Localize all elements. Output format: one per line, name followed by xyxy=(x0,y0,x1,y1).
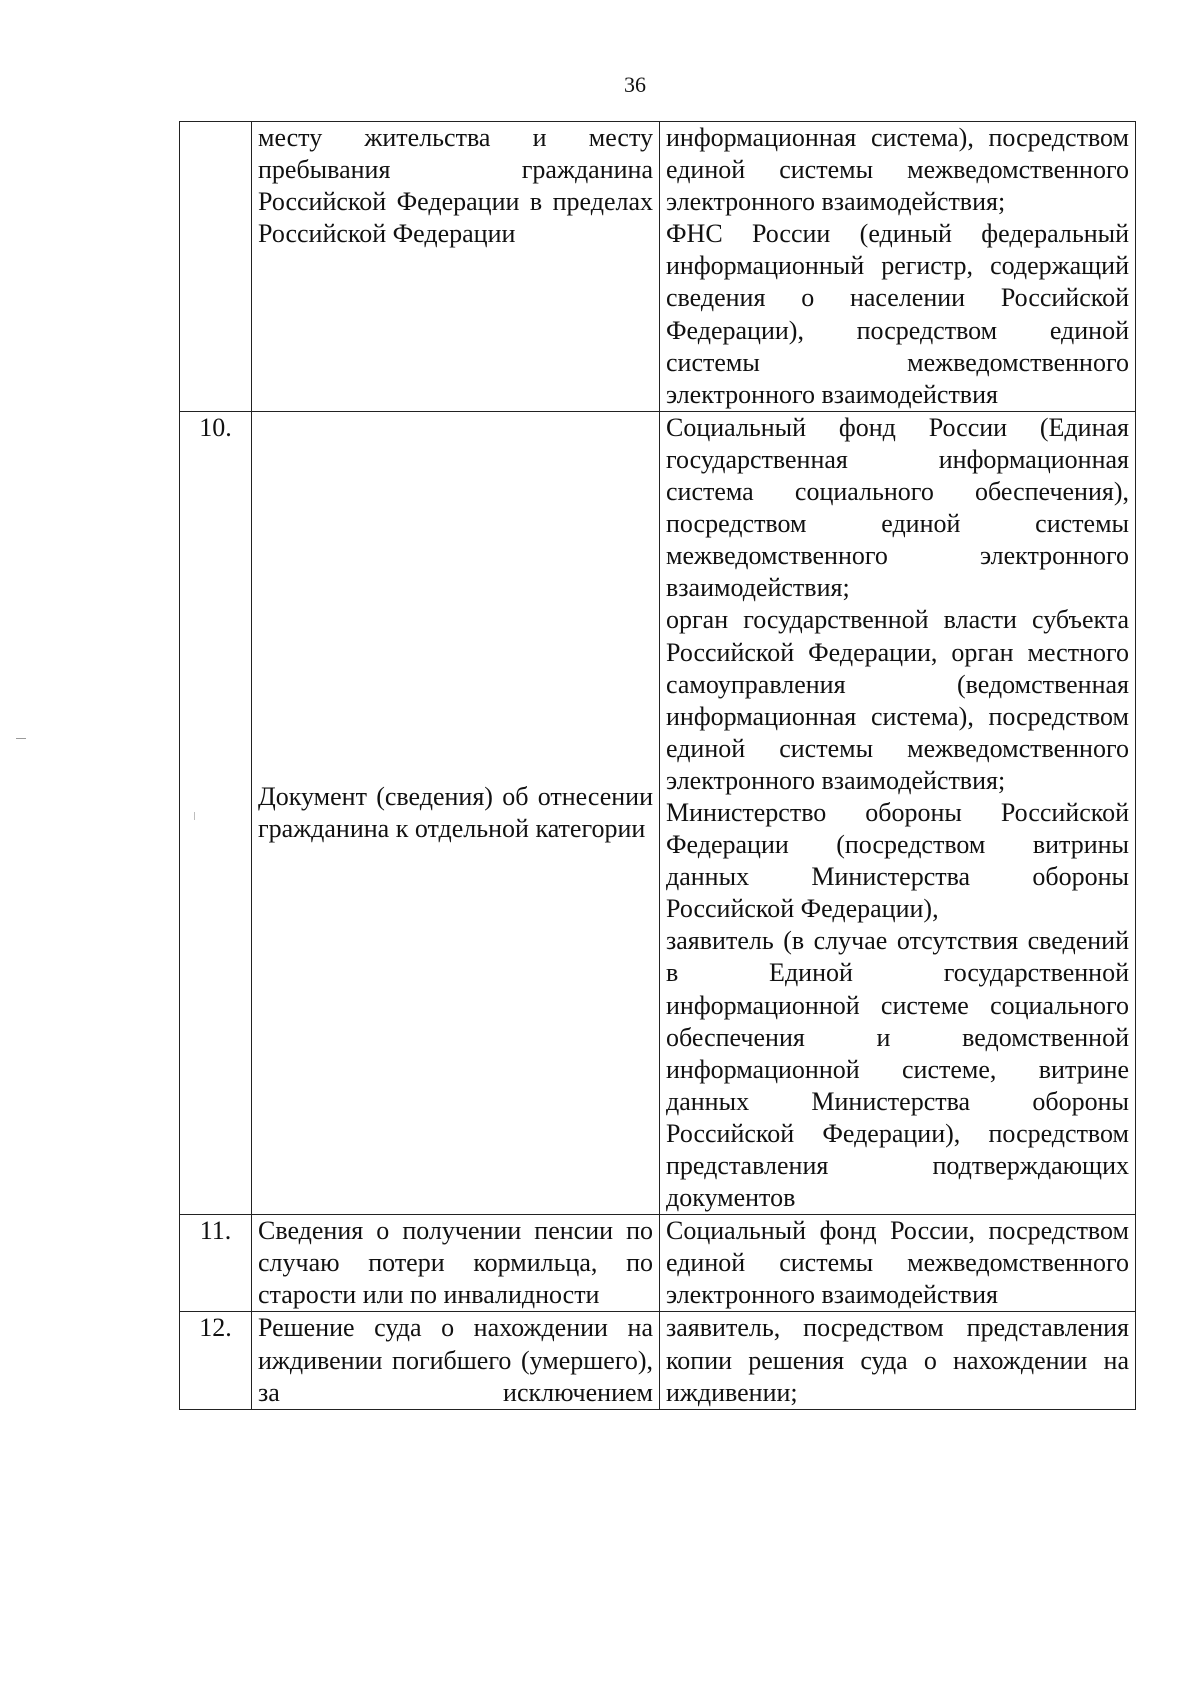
source-cell xyxy=(660,1312,1136,1409)
document-name-cell xyxy=(252,1312,660,1409)
source-item: Социальный фонд России, посредством единой системы межведомственного электронного взаимодействия xyxy=(666,1216,1129,1310)
scan-mark xyxy=(194,812,195,820)
document-name: Решение суда о нахождении на иждивении погибшего (умершего), за исключением xyxy=(258,1313,653,1407)
table-row xyxy=(180,122,1136,412)
document-name-cell xyxy=(252,122,660,412)
document-name: Сведения о получении пенсии по случаю потери кормильца, по старости или по инвалидности xyxy=(258,1216,653,1310)
source-item: Министерство обороны Российской Федерации (посредством витрины данных Министерства обороны Российской Федерации), xyxy=(666,797,1129,924)
row-number: 11. xyxy=(180,1215,252,1312)
table-row xyxy=(180,1215,1136,1312)
table-row xyxy=(180,1312,1136,1409)
source-item: информационная система), посредством единой системы межведомственного электронного взаимодействия; xyxy=(666,123,1129,217)
source-item: ФНС России (единый федеральный информационный регистр, содержащий сведения о населении Российской Федерации), посредством единой системы межведомственного электронного взаимодействия xyxy=(666,219,1129,409)
scan-mark xyxy=(16,738,26,739)
document-name-cell xyxy=(252,1215,660,1312)
source-cell xyxy=(660,1215,1136,1312)
source-cell xyxy=(660,122,1136,412)
source-cell xyxy=(660,411,1136,1214)
row-number: 12. xyxy=(180,1312,252,1409)
table-row xyxy=(180,411,1136,1214)
document-name: Документ (сведения) об отнесении гражданина к отдельной категории xyxy=(258,781,653,844)
source-item: заявитель, посредством представления копии решения суда о нахождении на иждивении; xyxy=(666,1313,1129,1407)
source-item: заявитель (в случае отсутствия сведений в Единой государственной информационной системе социального обеспечения и ведомственной информационной системе, витрине данных Министерства обороны Российской Федерации), посредством представления подтверждающих документов xyxy=(666,926,1129,1213)
documents-table xyxy=(179,121,1136,1410)
page-number: 36 xyxy=(624,72,646,97)
document-name: месту жительства и месту пребывания гражданина Российской Федерации в пределах Российской Федерации xyxy=(258,123,653,249)
document-name-cell xyxy=(252,411,660,1214)
row-number: 10. xyxy=(180,411,252,1214)
row-number xyxy=(180,122,252,412)
source-item: орган государственной власти субъекта Российской Федерации, орган местного самоуправления (ведомственная информационная система), посредством единой системы межведомственного электронного взаимодействия; xyxy=(666,605,1129,795)
source-item: Социальный фонд России (Единая государственная информационная система социального обеспечения), посредством единой системы межведомственного электронного взаимодействия; xyxy=(666,412,1129,603)
